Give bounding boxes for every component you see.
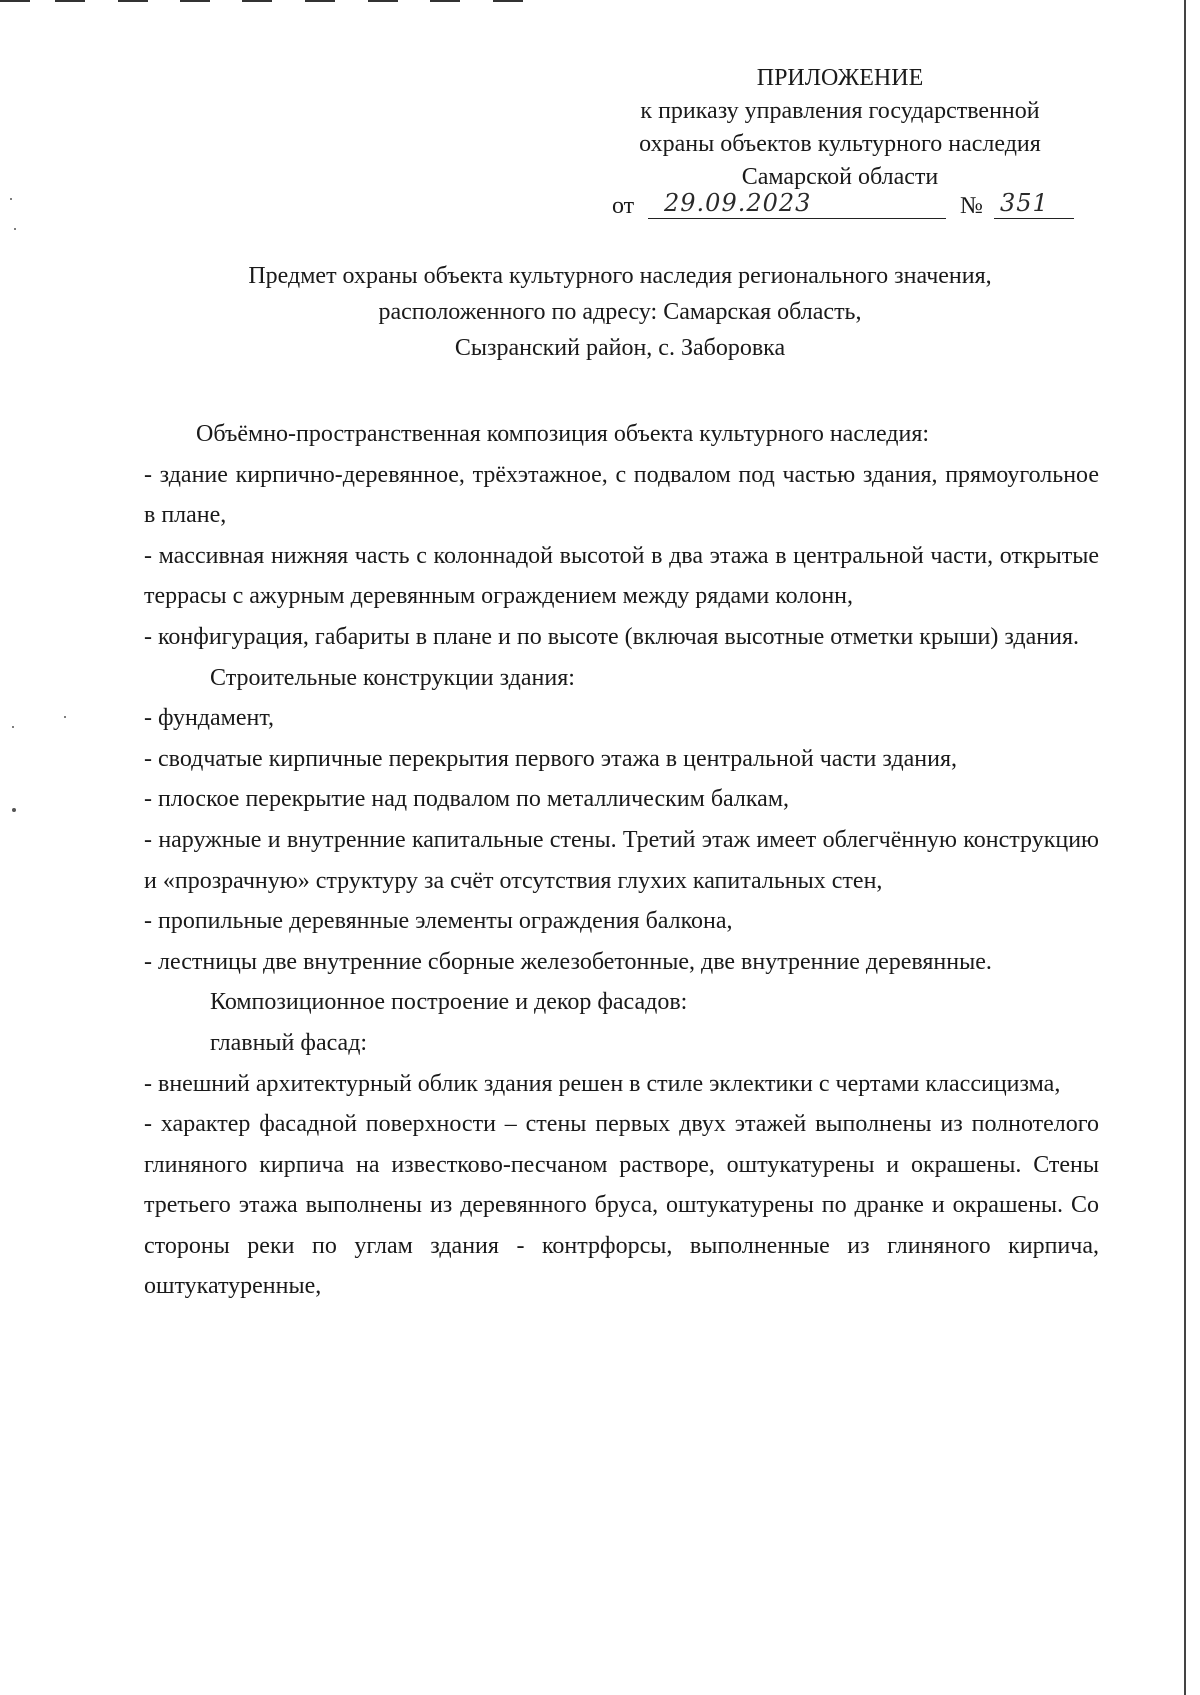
list-item: - фундамент, xyxy=(144,705,275,732)
list-item: - сводчатые кирпичные перекрытия первого этажа в центральной части здания, xyxy=(144,745,958,772)
date-label: от xyxy=(612,193,635,219)
list-item: - лестницы две внутренние сборные железобетонные, две внутренние деревянные. xyxy=(144,948,992,975)
appendix-line-3: Самарской области xyxy=(741,164,939,190)
scan-speck xyxy=(12,808,16,812)
subheading-main-facade: главный фасад: xyxy=(210,1029,368,1056)
document-body xyxy=(144,414,1099,1307)
section-heading-facades: Композиционное построение и декор фасадов: xyxy=(210,989,688,1016)
title-line-2: расположенного по адресу: Самарская область, xyxy=(378,299,862,325)
list-item: - наружные и внутренние капитальные стены. Третий этаж имеет облегчённую конструкцию и «прозрачную» структуру за счёт отсутствия глухих капитальных стен, xyxy=(144,826,1099,894)
order-date-number-line xyxy=(612,189,1082,227)
handwritten-date: 29.09.2023 xyxy=(648,189,946,219)
section-heading-structures: Строительные конструкции здания: xyxy=(210,664,575,691)
scan-speck xyxy=(64,716,66,718)
list-item: - здание кирпично-деревянное, трёхэтажное, с подвалом под частью здания, прямоугольное в плане, xyxy=(144,461,1099,529)
list-item: - конфигурация, габариты в плане и по высоте (включая высотные отметки крыши) здания. xyxy=(144,623,1080,650)
list-item: - характер фасадной поверхности – стены первых двух этажей выполнены из полнотелого глиняного кирпича на известково-песчаном растворе, оштукатурены и окрашены. Стены третьего этажа выполнены из деревянного бруса, оштукатурены по дранке и окрашены. Со стороны реки по углам здания - контрфорсы, выполненные из глиняного кирпича, оштукатуренные, xyxy=(144,1111,1099,1300)
scan-edge-dashes xyxy=(0,0,560,4)
list-item: - массивная нижняя часть с колоннадой высотой в два этажа в центральной части, открытые террасы с ажурным деревянным ограждением между рядами колонн, xyxy=(144,542,1099,610)
scan-speck xyxy=(10,198,12,200)
number-label: № xyxy=(960,193,983,219)
section-heading-composition: Объёмно-пространственная композиция объекта культурного наследия: xyxy=(196,421,930,447)
scan-speck xyxy=(12,726,14,728)
title-line-1: Предмет охраны объекта культурного наследия регионального значения, xyxy=(248,263,992,289)
appendix-line-1: к приказу управления государственной xyxy=(640,98,1040,124)
handwritten-number: 351 xyxy=(994,189,1074,219)
scan-speck xyxy=(14,228,16,230)
appendix-title: ПРИЛОЖЕНИЕ xyxy=(756,65,924,91)
list-item: - внешний архитектурный облик здания решен в стиле эклектики с чертами классицизма, xyxy=(144,1070,1061,1097)
document-title xyxy=(140,258,1100,366)
appendix-line-2: охраны объектов культурного наследия xyxy=(639,131,1041,157)
list-item: - плоское перекрытие над подвалом по металлическим балкам, xyxy=(144,786,789,813)
list-item: - пропильные деревянные элементы ограждения балкона, xyxy=(144,908,733,935)
appendix-header xyxy=(590,62,1090,194)
title-line-3: Сызранский район, с. Заборовка xyxy=(454,335,786,361)
scan-right-border xyxy=(1184,0,1186,1695)
